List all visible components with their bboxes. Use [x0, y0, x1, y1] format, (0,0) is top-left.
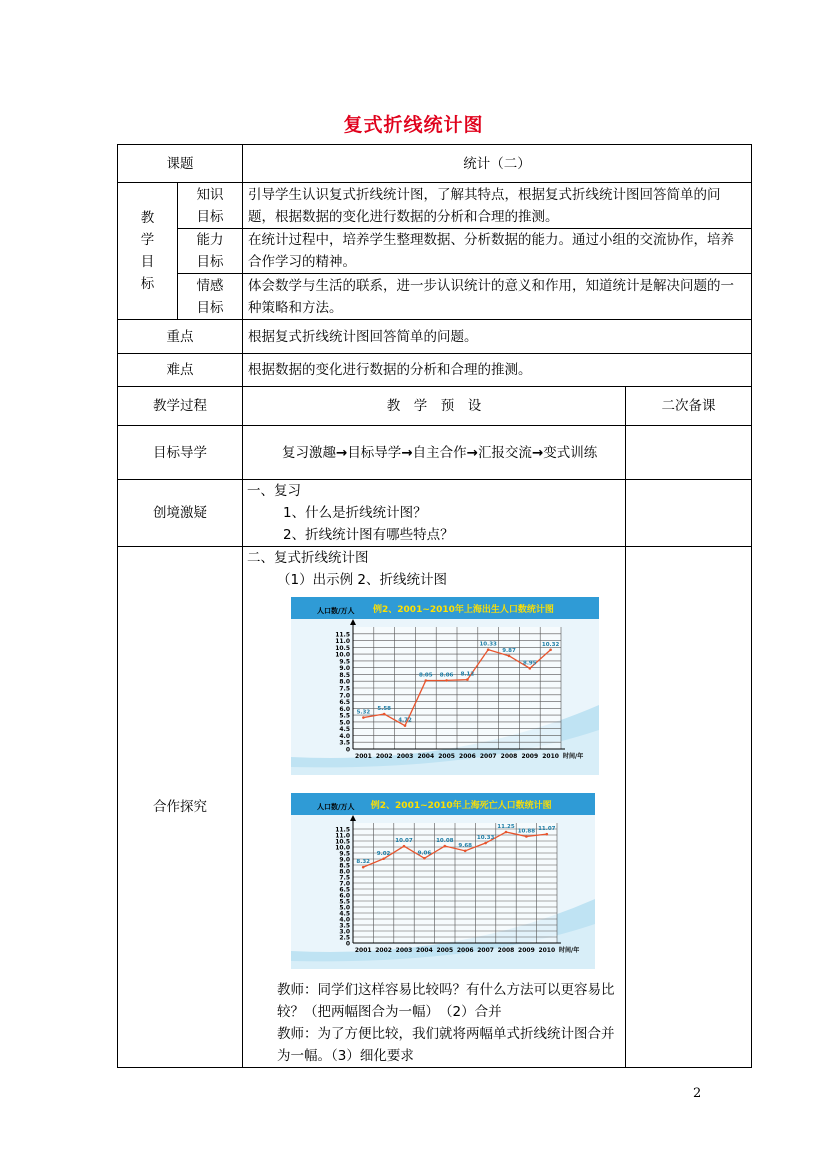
chart-data-point — [508, 655, 511, 658]
chart-title: 例2、2001~2010年上海出生人口数统计图 — [373, 605, 554, 615]
scene-line: 2、折线统计图有哪些特点？ — [283, 527, 454, 543]
chart-data-label: 4.72 — [398, 717, 412, 724]
chart-y-tick-label: 7.0 — [339, 692, 350, 700]
goal-label-knowledge — [178, 183, 243, 229]
arrow-icon: → — [401, 444, 413, 461]
chart-data-point — [362, 866, 365, 869]
guide-step: 复习激趣 — [282, 444, 336, 461]
chart-y-tick-label: 10.0 — [335, 844, 350, 852]
goals-label-char: 标 — [140, 276, 155, 292]
second-prep-label: 二次备课 — [626, 387, 752, 426]
guide-step: 汇报交流 — [477, 444, 532, 461]
chart-y-tick-label: 10.0 — [335, 651, 350, 659]
explore-row — [118, 547, 752, 1068]
chart-data-label: 10.33 — [479, 641, 497, 648]
chart-y-tick-label: 9.5 — [339, 658, 350, 666]
chart-y-tick-label: 9.5 — [339, 850, 350, 858]
chart-y-tick-label: 6.0 — [339, 892, 350, 900]
chart-data-label: 8.06 — [439, 672, 454, 679]
guide-row — [118, 426, 752, 480]
teacher-paragraph: 教师：同学们这样容易比较吗？有什么方法可以更容易比较？（把两幅图合为一幅） （2）合并 — [277, 982, 615, 1020]
chart-x-tick-label: 2009 — [518, 947, 535, 954]
chart-data-label: 10.08 — [436, 838, 454, 845]
chart-y-tick-label: 4.0 — [339, 732, 350, 740]
page-number: 2 — [693, 1086, 702, 1101]
scene-label: 创境激疑 — [118, 480, 243, 547]
chart-data-point — [404, 724, 407, 727]
process-label: 教学过程 — [118, 387, 243, 426]
chart-y-tick-label: 9.0 — [339, 856, 350, 864]
chart-y-tick-label: 10.5 — [335, 644, 350, 652]
chart-data-label: 9.06 — [417, 850, 432, 857]
chart-data-point — [425, 679, 428, 682]
explore-sub: （1）出示例 2、折线统计图 — [277, 572, 447, 588]
goal-row-ability — [118, 229, 752, 274]
difficulty-row — [118, 354, 752, 387]
key-point-text: 根据复式折线统计图回答简单的问题。 — [243, 320, 752, 354]
chart-y-tick-label: 6.5 — [339, 699, 350, 707]
chart-x-tick-label: 2009 — [521, 753, 539, 760]
chart-y-tick-label: 3.5 — [339, 922, 350, 930]
chart-x-tick-label: 2004 — [416, 947, 433, 954]
guide-step: 自主合作 — [412, 444, 467, 461]
goal-label-line: 能力 — [196, 232, 224, 248]
chart-x-tick-label: 2008 — [500, 753, 518, 760]
difficulty-text: 根据数据的变化进行数据的分析和合理的推测。 — [243, 354, 752, 387]
chart-data-point — [464, 850, 467, 853]
goal-text-knowledge: 引导学生认识复式折线统计图，了解其特点，根据复式折线统计图回答简单的问题，根据数据的变化进行数据的分析和合理的推测。 — [243, 183, 752, 229]
chart-data-label: 10.32 — [541, 641, 560, 648]
chart-data-label: 10.88 — [517, 828, 536, 835]
chart-data-label: 9.68 — [458, 842, 472, 849]
chart-data-label: 8.12 — [460, 671, 475, 678]
scene-content — [243, 480, 626, 547]
chart-y-tick-label: 5.0 — [339, 904, 350, 912]
lesson-plan-table — [117, 144, 752, 1068]
chart-data-label: 11.25 — [497, 824, 515, 830]
chart-y-tick-label: 8.0 — [339, 868, 350, 876]
scene-line: 一、复习 — [247, 483, 301, 499]
chart-x-tick-label: 2002 — [375, 753, 393, 760]
process-header-row — [118, 387, 752, 426]
chart-data-point — [423, 857, 426, 860]
chart-data-label: 8.05 — [419, 672, 433, 679]
guide-steps — [243, 426, 626, 480]
birth-population-line-chart — [291, 597, 599, 775]
chart-y-tick-label: 7.0 — [339, 880, 350, 888]
chart-x-tick-label: 2004 — [417, 753, 435, 760]
chart-y-tick-label: 11.5 — [335, 826, 350, 834]
chart-xlabel: 时间/年 — [563, 753, 584, 760]
chart-data-point — [466, 678, 469, 681]
goals-label-char: 教 — [140, 210, 155, 226]
chart-y-tick-label: 5.5 — [339, 712, 350, 720]
chart-y-tick-label: 2.5 — [339, 934, 350, 942]
chart-xlabel: 时间/年 — [559, 947, 580, 954]
topic-row — [118, 145, 752, 183]
goal-text-ability: 在统计过程中，培养学生整理数据、分析数据的能力。通过小组的交流协作，培养合作学习的精神。 — [243, 229, 752, 274]
guide-step: 变式训练 — [543, 444, 598, 461]
chart-y-tick-label: 6.0 — [339, 705, 350, 713]
teacher-paragraph: 教师：为了方便比较，我们就将两幅单式折线统计图合并为一幅。（3）细化要求 — [277, 1026, 615, 1064]
chart-y-tick-label: 6.5 — [339, 886, 350, 894]
chart-x-tick-label: 2002 — [375, 947, 392, 954]
chart-x-tick-label: 2006 — [456, 947, 474, 954]
topic-value: 统计（二） — [243, 145, 752, 183]
chart-y-tick-label: 11.0 — [335, 638, 350, 646]
chart-x-tick-label: 2008 — [497, 947, 515, 954]
chart-data-point — [546, 833, 549, 836]
explore-content — [243, 547, 626, 1068]
chart-y-tick-label: 11.0 — [335, 832, 350, 840]
goal-label-ability — [178, 229, 243, 274]
goal-label-line: 目标 — [196, 254, 224, 270]
chart-y-tick-label: 8.5 — [339, 862, 350, 870]
chart-data-label: 5.32 — [356, 709, 371, 716]
explore-heading: 二、复式折线统计图 — [247, 550, 369, 566]
goals-label — [118, 183, 178, 320]
chart-y-tick-label: 0 — [345, 940, 350, 948]
chart-y-tick-label: 7.5 — [339, 685, 350, 693]
chart-y-tick-label: 11.5 — [335, 631, 350, 639]
chart-y-tick-label: 3.5 — [339, 739, 350, 747]
chart-data-label: 10.07 — [395, 838, 413, 845]
chart-ylabel: 人口数/万人 — [317, 607, 355, 615]
chart-data-label: 9.02 — [376, 850, 391, 857]
topic-label: 课题 — [118, 145, 243, 183]
scene-row — [118, 480, 752, 547]
chart-data-point — [362, 716, 365, 719]
chart-y-tick-label: 10.5 — [335, 838, 350, 846]
chart-y-tick-label: 3.0 — [339, 928, 350, 936]
key-point-row — [118, 320, 752, 354]
chart-x-tick-label: 2003 — [396, 753, 414, 760]
arrow-icon: → — [336, 444, 348, 461]
chart-x-tick-label: 2006 — [459, 753, 476, 760]
chart-data-point — [382, 857, 385, 860]
difficulty-label: 难点 — [118, 354, 243, 387]
goal-label-line: 情感 — [196, 277, 224, 294]
chart-x-tick-label: 2001 — [355, 753, 372, 760]
goal-text-emotion: 体会数学与生活的联系，进一步认识统计的意义和作用，知道统计是解决问题的一种策略和方法。 — [243, 274, 752, 320]
goal-label-emotion — [178, 274, 243, 320]
key-point-label: 重点 — [118, 320, 243, 354]
chart-title: 例2、2001~2010年上海死亡人口数统计图 — [370, 801, 552, 811]
guide-notes — [626, 426, 752, 480]
chart-y-tick-label: 4.0 — [339, 916, 350, 924]
goal-row-knowledge — [118, 183, 752, 229]
chart-y-tick-label: 0 — [345, 746, 350, 754]
chart-x-tick-label: 2005 — [438, 753, 455, 760]
goal-label-line: 目标 — [196, 299, 224, 316]
scene-notes — [626, 480, 752, 547]
chart-x-tick-label: 2010 — [542, 753, 559, 760]
chart-x-tick-label: 2003 — [395, 947, 413, 954]
chart-y-tick-label: 4.5 — [339, 910, 350, 918]
chart-y-tick-label: 4.5 — [339, 726, 350, 734]
chart-y-tick-label: 9.0 — [339, 665, 350, 673]
chart-data-point — [525, 835, 528, 838]
chart-data-point — [484, 842, 487, 845]
chart-y-tick-label: 8.0 — [339, 678, 350, 686]
chart-y-tick-label: 5.0 — [339, 719, 350, 727]
goals-label-char: 学 — [140, 232, 155, 248]
chart-x-tick-label: 2010 — [538, 947, 556, 954]
chart-data-point — [529, 667, 532, 670]
chart-data-point — [445, 679, 448, 682]
goal-row-emotion — [118, 274, 752, 320]
goal-label-line: 目标 — [196, 208, 224, 225]
design-label: 教 学 预 设 — [243, 387, 626, 426]
guide-label: 目标导学 — [118, 426, 243, 480]
explore-notes — [626, 547, 752, 1068]
chart-y-tick-label: 5.5 — [339, 898, 350, 906]
chart-data-label: 10.33 — [476, 835, 495, 842]
chart-y-tick-label: 7.5 — [339, 874, 350, 882]
chart-data-point — [505, 831, 508, 834]
death-population-line-chart — [291, 793, 595, 969]
chart-data-label: 9.87 — [502, 647, 516, 654]
guide-step: 目标导学 — [347, 444, 402, 461]
chart-x-tick-label: 2005 — [436, 947, 454, 954]
chart-x-tick-label: 2007 — [477, 947, 494, 954]
chart-ylabel: 人口数/万人 — [317, 803, 355, 811]
chart-data-point — [403, 845, 406, 848]
chart-data-label: 5.58 — [377, 706, 391, 713]
document-title: 复式折线统计图 — [343, 114, 484, 136]
chart-data-point — [549, 648, 552, 651]
chart-x-tick-label: 2007 — [479, 753, 497, 760]
chart-x-tick-label: 2001 — [354, 947, 372, 954]
scene-line: 1、什么是折线统计图？ — [283, 505, 427, 521]
chart-data-point — [444, 845, 447, 848]
goal-label-line: 知识 — [196, 186, 224, 203]
chart-data-label: 8.95 — [523, 660, 537, 667]
chart-data-label: 11.07 — [538, 826, 556, 833]
arrow-icon: → — [466, 444, 478, 461]
chart-y-tick-label: 8.5 — [339, 671, 350, 679]
chart-data-point — [487, 648, 490, 651]
chart-data-point — [383, 713, 386, 716]
chart-data-label: 8.32 — [356, 859, 370, 866]
explore-label: 合作探究 — [118, 547, 243, 1068]
goals-label-char: 目 — [140, 254, 155, 270]
arrow-icon: → — [531, 444, 544, 461]
